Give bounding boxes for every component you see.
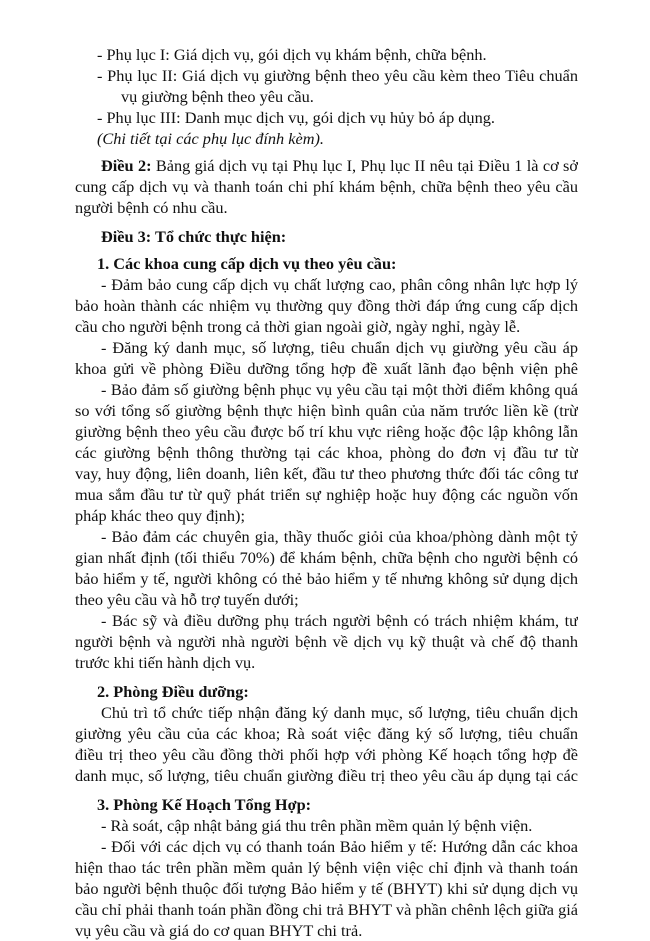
text-line: bảo hoàn thành các nhiệm vụ thường quy đồng thời đáp ứng cung cấp dịch xyxy=(75,296,578,315)
text-line: mua sắm đầu tư từ quỹ phát triển sự nghiệp hoặc huy động các nguồn vốn xyxy=(75,485,578,504)
section-2 xyxy=(75,681,578,786)
text-line: trước khi tiến hành dịch vụ. xyxy=(75,653,256,672)
text-line: cầu chỉ phải thanh toán phần đồng chi trả BHYT và phần chênh lệch giữa giá xyxy=(75,900,578,919)
text-line: vay, huy động, liên doanh, liên kết, đầu tư theo phương thức đối tác công tư xyxy=(75,464,578,483)
section-3 xyxy=(75,794,578,941)
appendix-list xyxy=(75,44,578,149)
section-1-paragraph-2 xyxy=(75,337,578,379)
text-line: gian nhất định (tối thiểu 70%) để khám bệnh, chữa bệnh cho người bệnh có xyxy=(75,548,578,567)
text-line: - Đăng ký danh mục, số lượng, tiêu chuẩn dịch vụ giường yêu cầu áp xyxy=(101,338,578,357)
text-line: các giường bệnh thông thường tại các khoa, phòng do đơn vị đầu tư từ xyxy=(75,443,578,462)
text-line: - Đối với các dịch vụ có thanh toán Bảo hiểm y tế: Hướng dẫn các khoa xyxy=(101,837,578,856)
appendix-item-2: - Phụ lục II: Giá dịch vụ giường bệnh theo yêu cầu kèm theo Tiêu chuẩn xyxy=(97,66,578,85)
article-3-title: Điều 3: Tổ chức thực hiện: xyxy=(101,227,287,246)
section-2-paragraph-1 xyxy=(75,702,578,786)
text-line: Chủ trì tổ chức tiếp nhận đăng ký danh mục, số lượng, tiêu chuẩn dịch xyxy=(101,703,578,722)
article-2-line-2: cung cấp dịch vụ và thanh toán chi phí khám bệnh, chữa bệnh theo yêu cầu xyxy=(75,177,578,196)
text-line: - Bác sỹ và điều dưỡng phụ trách người bệnh có trách nhiệm khám, tư xyxy=(101,611,578,630)
appendix-item-1: - Phụ lục I: Giá dịch vụ, gói dịch vụ khám bệnh, chữa bệnh. xyxy=(97,45,487,64)
text-line: - Bảo đảm các chuyên gia, thầy thuốc giỏi của khoa/phòng dành một tỷ xyxy=(101,527,578,546)
text-line: khoa gửi về phòng Điều dưỡng tổng hợp đề xuất lãnh đạo bệnh viện phê xyxy=(75,359,578,378)
section-1-paragraph-5 xyxy=(75,610,578,673)
section-3-paragraph-1 xyxy=(75,815,578,836)
section-3-paragraph-2 xyxy=(75,836,578,941)
text-line: điều trị theo yêu cầu đồng thời phối hợp với phòng Kế hoạch tổng hợp đề xyxy=(75,745,578,764)
appendix-item-2-continuation: vụ giường bệnh theo yêu cầu. xyxy=(121,87,314,106)
text-line: danh mục, số lượng, tiêu chuẩn giường điều trị theo yêu cầu áp dụng tại các xyxy=(75,766,578,785)
article-2 xyxy=(75,155,578,218)
text-line: bảo hiểm y tế, người không có thẻ bảo hiểm y tế nhưng không sử dụng dịch xyxy=(75,569,578,588)
text-line: giường yêu cầu của các khoa; Rà soát việc đăng ký số lượng, tiêu chuẩn xyxy=(75,724,578,743)
appendix-item-3: - Phụ lục III: Danh mục dịch vụ, gói dịch vụ hủy bỏ áp dụng. xyxy=(97,108,495,127)
section-1 xyxy=(75,253,578,673)
text-line: theo yêu cầu và hỗ trợ tuyến dưới; xyxy=(75,590,299,609)
text-line: hiện thao tác trên phần mềm quản lý bệnh viện việc chỉ định và thanh toán xyxy=(75,858,578,877)
section-3-heading: 3. Phòng Kế Hoạch Tổng Hợp: xyxy=(97,795,312,814)
section-1-heading: 1. Các khoa cung cấp dịch vụ theo yêu cầu: xyxy=(97,254,397,273)
text-line: bảo người bệnh thuộc đối tượng Bảo hiểm y tế (BHYT) khi sử dụng dịch vụ xyxy=(75,879,578,898)
text-line: - Rà soát, cập nhật bảng giá thu trên phần mềm quản lý bệnh viện. xyxy=(101,816,533,835)
text-line: cầu cho người bệnh trong cả thời gian ngoài giờ, ngày nghỉ, ngày lễ. xyxy=(75,317,521,336)
text-line: vụ yêu cầu và giá do cơ quan BHYT chi trả. xyxy=(75,921,363,940)
text-line: pháp khác theo quy định); xyxy=(75,506,246,525)
article-2-line-1 xyxy=(75,155,578,176)
text-line: giường bệnh theo yêu cầu được bố trí khu vực riêng hoặc độc lập không lẫn xyxy=(75,422,578,441)
document-page xyxy=(75,44,578,941)
text-line: so với tổng số giường bệnh thực hiện bình quân của năm trước liền kề (trừ xyxy=(75,401,578,420)
appendix-note: (Chi tiết tại các phụ lục đính kèm). xyxy=(97,129,324,148)
text-line: - Đảm bảo cung cấp dịch vụ chất lượng cao, phân công nhân lực hợp lý xyxy=(101,275,578,294)
section-2-heading: 2. Phòng Điều dưỡng: xyxy=(97,682,249,701)
article-2-line-3: người bệnh có nhu cầu. xyxy=(75,198,228,217)
text-line: - Bảo đảm số giường bệnh phục vụ yêu cầu tại một thời điểm không quá xyxy=(101,380,578,399)
article-2-text: Bảng giá dịch vụ tại Phụ lục I, Phụ lục II nêu tại Điều 1 là cơ sở xyxy=(155,156,578,175)
section-1-paragraph-4 xyxy=(75,526,578,610)
section-1-paragraph-1 xyxy=(75,274,578,337)
article-2-label: Điều 2: xyxy=(101,156,152,175)
text-line: người bệnh và người nhà người bệnh về dịch vụ kỹ thuật và chế độ thanh xyxy=(75,632,578,651)
section-1-paragraph-3 xyxy=(75,379,578,526)
article-3 xyxy=(75,226,578,247)
